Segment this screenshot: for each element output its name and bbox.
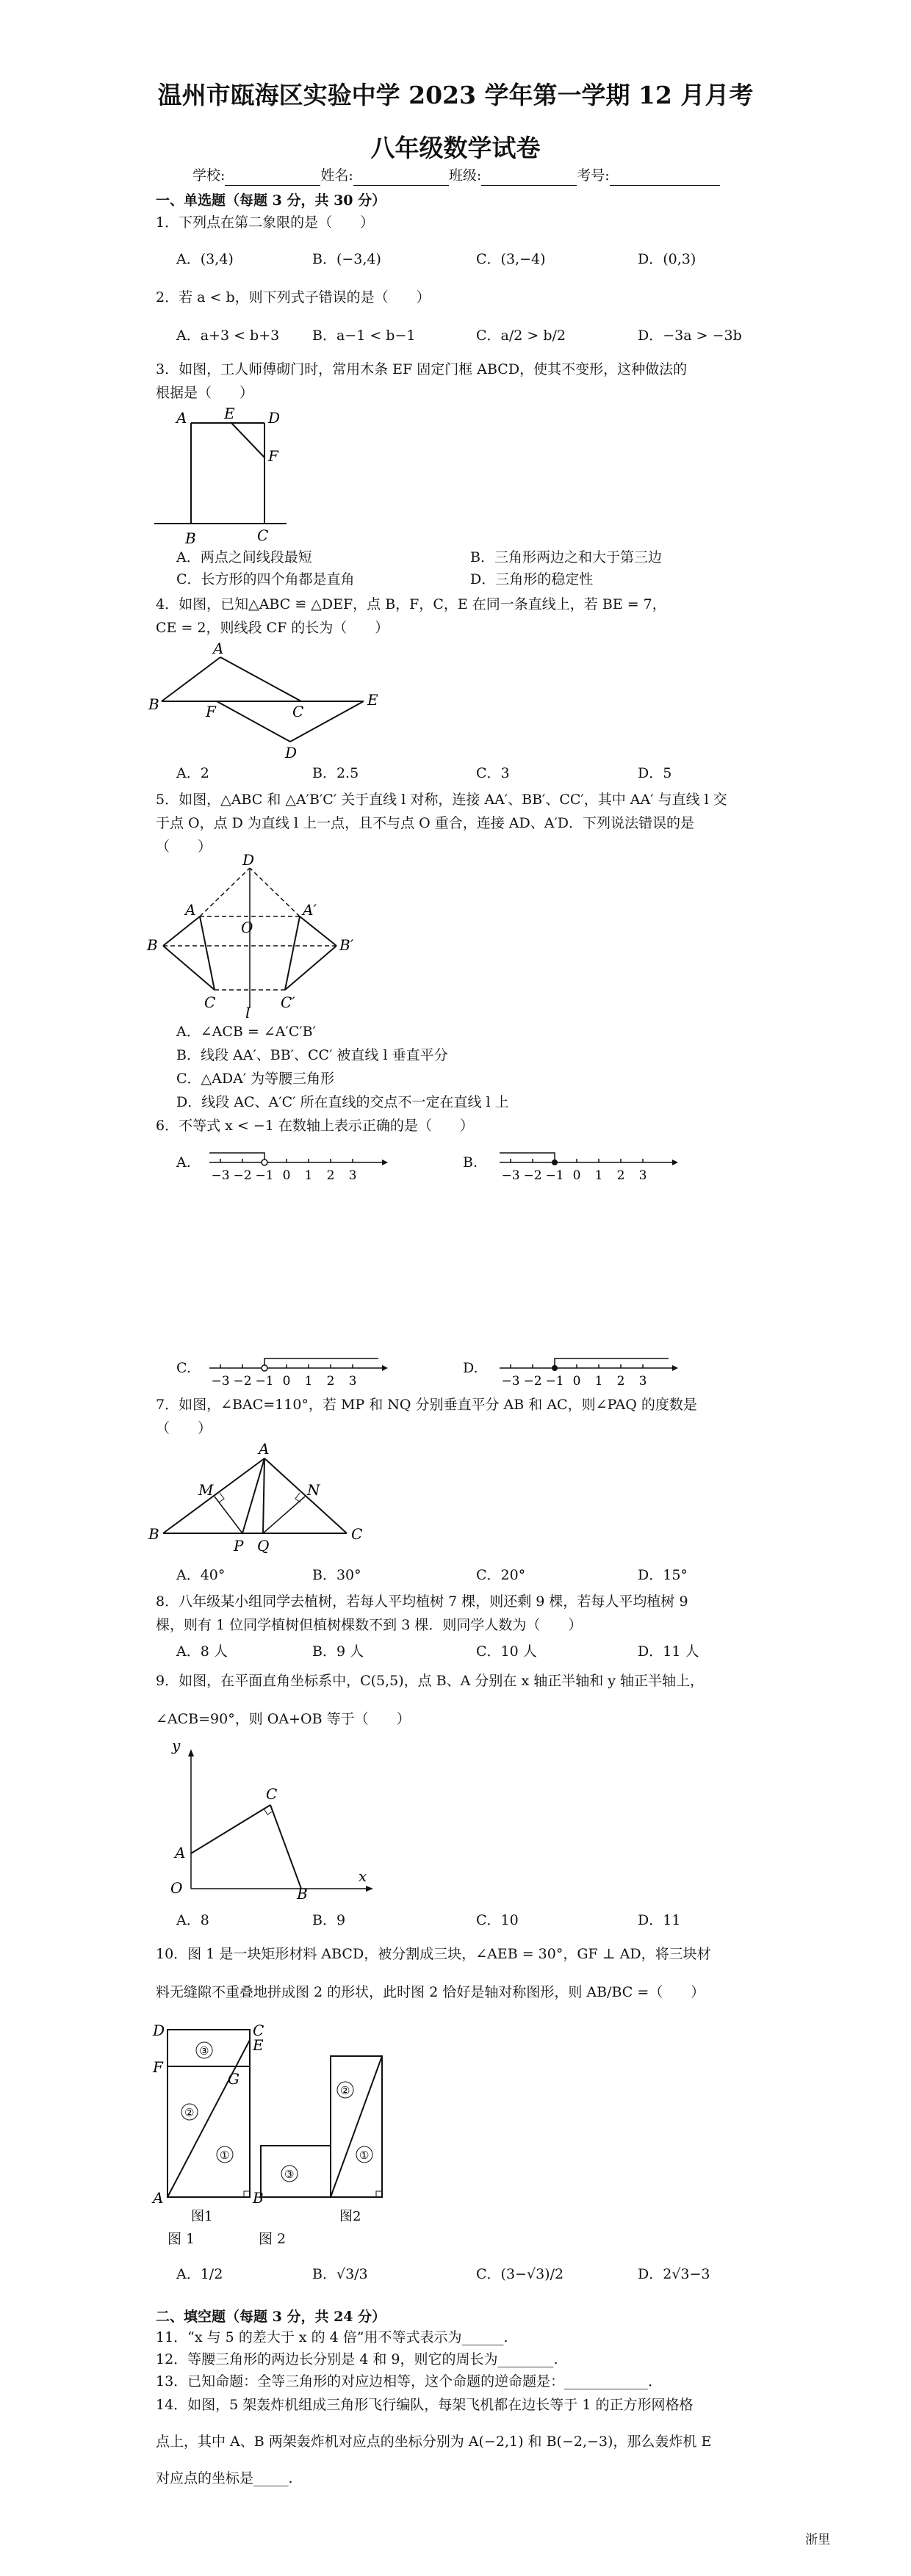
q6c-tick-2: 2: [326, 1374, 335, 1389]
q10-option-b[interactable]: B．√3/3: [312, 2266, 368, 2282]
section1-title: 一、单选题（每题 3 分，共 30 分）: [156, 192, 386, 209]
q6-option-d[interactable]: D.: [463, 1360, 478, 1376]
q5-label-a-prime: A′: [303, 901, 317, 919]
q6-numberline-c[interactable]: [202, 1342, 393, 1394]
q10-label-d: D: [153, 2022, 165, 2039]
q10-label-g: G: [228, 2070, 240, 2088]
q10-label-b: B: [253, 2189, 264, 2207]
q5-label-l: l: [245, 1004, 251, 1021]
q4-option-b[interactable]: B．2.5: [312, 765, 359, 781]
q10-piece3-fig2: ③: [284, 2168, 295, 2181]
q10-option-c[interactable]: C．(3−√3)/2: [476, 2266, 564, 2282]
q9-label-o: O: [170, 1879, 183, 1897]
school-blank[interactable]: [225, 166, 320, 186]
q6a-tick-3: 3: [348, 1168, 357, 1183]
q1-option-b[interactable]: B．(−3,4): [312, 251, 381, 267]
q8-option-a[interactable]: A．8 人: [176, 1643, 228, 1660]
q7-label-p: P: [234, 1537, 244, 1555]
q9-stem-line1: 9．如图，在平面直角坐标系中，C(5,5)，点 B、A 分别在 x 轴正半轴和 y 轴正半轴上，: [156, 1673, 705, 1689]
q14-stem-line2: 点上，其中 A、B 两架轰炸机对应点的坐标分别为 A(−2,1) 和 B(−2,−3)，那么轰炸机 E: [156, 2434, 712, 2450]
q6b-tick-2: 2: [616, 1168, 625, 1183]
q3-label-c: C: [257, 527, 269, 544]
q8-option-b[interactable]: B．9 人: [312, 1643, 364, 1660]
q5-stem-line1: 5．如图，△ABC 和 △A′B′C′ 关于直线 l 对称，连接 AA′、BB′、CC′，其中 AA′ 与直线 l 交: [156, 792, 727, 808]
q8-stem-line1: 8．八年级某小组同学去植树，若每人平均植树 7 棵，则还剩 9 棵，若每人平均植树 9: [156, 1593, 688, 1610]
q7-figure: [147, 1438, 382, 1563]
q4-option-d[interactable]: D．5: [638, 765, 672, 781]
q3-figure: [147, 402, 294, 549]
q10-label-a: A: [153, 2189, 164, 2207]
q10-label-c: C: [253, 2022, 264, 2039]
q7-label-m: M: [198, 1481, 214, 1499]
q6-numberline-a[interactable]: [202, 1137, 393, 1188]
q5-figure: [147, 851, 354, 1021]
q3-stem-line2: 根据是（ ）: [156, 385, 254, 401]
q2-option-b[interactable]: B．a−1 < b−1: [312, 328, 416, 344]
q3-label-a: A: [176, 409, 187, 427]
q10-fig1-caption: 图1: [191, 2209, 213, 2224]
q7-label-b: B: [148, 1525, 159, 1543]
q1-stem: 1．下列点在第二象限的是（ ）: [156, 214, 375, 231]
q5-label-b-prime: B′: [339, 936, 354, 954]
q3-option-a[interactable]: A．两点之间线段最短: [176, 549, 312, 565]
q9-label-c: C: [266, 1785, 278, 1803]
q10-piece3-fig1: ③: [199, 2044, 209, 2058]
q4-label-d: D: [285, 744, 298, 761]
q3-label-d: D: [268, 409, 281, 427]
name-label: 姓名:: [320, 167, 353, 184]
q3-option-b[interactable]: B．三角形两边之和大于第三边: [470, 549, 662, 565]
q6b-tick-0: 0: [572, 1168, 581, 1183]
q14-stem-line1: 14．如图，5 架轰炸机组成三角形飞行编队，每架飞机都在边长等于 1 的正方形网格格: [156, 2397, 694, 2413]
q2-stem: 2．若 a < b，则下列式子错误的是（ ）: [156, 289, 431, 305]
q5-option-d[interactable]: D．线段 AC、A′C′ 所在直线的交点不一定在直线 l 上: [176, 1094, 509, 1110]
q5-label-o: O: [241, 919, 253, 936]
q10-label-e: E: [253, 2036, 264, 2054]
q6b-tick-3: 3: [638, 1168, 647, 1183]
q11-stem: 11．“x 与 5 的差大于 x 的 4 倍”用不等式表示为______.: [156, 2329, 508, 2345]
q5-stem-line2: 于点 O，点 D 为直线 l 上一点，且不与点 O 重合，连接 AD、A′D．下列说法错误的是: [156, 815, 695, 831]
q6a-tick-m3: −3: [211, 1168, 230, 1183]
q9-label-b: B: [297, 1885, 308, 1903]
q6d-tick-2: 2: [616, 1374, 625, 1389]
q7-stem-line1: 7．如图，∠BAC=110°，若 MP 和 NQ 分别垂直平分 AB 和 AC，则∠PAQ 的度数是: [156, 1397, 697, 1413]
name-blank[interactable]: [353, 166, 449, 186]
q7-option-d[interactable]: D．15°: [638, 1567, 688, 1583]
q4-label-f: F: [206, 703, 216, 720]
q7-option-a[interactable]: A．40°: [176, 1567, 226, 1583]
q10-fig1-note: 图 1: [168, 2231, 195, 2247]
q10-stem-line2: 料无缝隙不重叠地拼成图 2 的形状，此时图 2 恰好是轴对称图形，则 AB/BC =（ ）: [156, 1984, 705, 2000]
q4-label-a: A: [213, 640, 224, 657]
q6a-tick-1: 1: [304, 1168, 313, 1183]
class-blank[interactable]: [481, 166, 577, 186]
q2-option-a[interactable]: A．a+3 < b+3: [176, 328, 280, 344]
q6d-tick-m1: −1: [545, 1374, 564, 1389]
q7-label-q: Q: [257, 1537, 270, 1555]
q9-figure: [162, 1734, 382, 1903]
q6c-tick-m3: −3: [211, 1374, 230, 1389]
q6d-tick-0: 0: [572, 1374, 581, 1389]
q9-option-b[interactable]: B．9: [312, 1912, 346, 1928]
q12-stem: 12．等腰三角形的两边长分别是 4 和 9，则它的周长为________.: [156, 2351, 558, 2367]
q6a-tick-0: 0: [282, 1168, 291, 1183]
q5-option-b[interactable]: B．线段 AA′、BB′、CC′ 被直线 l 垂直平分: [176, 1047, 448, 1063]
footer-mark: 浙里: [805, 2533, 830, 2547]
q14-stem-line3: 对应点的坐标是_____.: [156, 2470, 293, 2486]
class-label: 班级:: [448, 167, 482, 184]
q7-label-c: C: [351, 1525, 363, 1543]
q10-option-d[interactable]: D．2√3−3: [638, 2266, 710, 2282]
q4-label-e: E: [367, 691, 378, 709]
q13-stem: 13．已知命题：全等三角形的对应边相等，这个命题的逆命题是：____________．: [156, 2373, 663, 2389]
q6b-tick-m3: −3: [501, 1168, 520, 1183]
exam-no-blank[interactable]: [610, 166, 720, 186]
q6-option-c[interactable]: C.: [176, 1360, 191, 1376]
q9-stem-line2: ∠ACB=90°，则 OA+OB 等于（ ）: [156, 1711, 411, 1727]
q6b-tick-1: 1: [594, 1168, 603, 1183]
school-label: 学校:: [192, 167, 226, 184]
q1-option-d[interactable]: D．(0,3): [638, 251, 696, 267]
q5-label-c-prime: C′: [281, 994, 295, 1011]
q9-option-c[interactable]: C．10: [476, 1912, 519, 1928]
q10-piece2-fig2: ②: [340, 2084, 350, 2097]
q6d-tick-m3: −3: [501, 1374, 520, 1389]
q3-label-f: F: [268, 447, 278, 465]
q6-stem: 6．不等式 x < −1 在数轴上表示正确的是（ ）: [156, 1118, 474, 1134]
q9-label-a: A: [175, 1844, 186, 1862]
q1-option-c[interactable]: C．(3,−4): [476, 251, 546, 267]
q3-option-d[interactable]: D．三角形的稳定性: [470, 571, 594, 587]
q4-label-c: C: [292, 703, 304, 720]
q6-numberline-b[interactable]: [492, 1137, 683, 1188]
q7-stem-line2: （ ）: [156, 1420, 212, 1436]
q10-figure: [147, 2019, 455, 2225]
q6-numberline-d[interactable]: [492, 1342, 683, 1394]
q5-stem-line3: （ ）: [156, 839, 212, 855]
q9-option-a[interactable]: A．8: [176, 1912, 209, 1928]
q3-label-e: E: [224, 405, 235, 422]
q6a-tick-2: 2: [326, 1168, 335, 1183]
q1-option-a[interactable]: A．(3,4): [176, 251, 234, 267]
q4-figure: [147, 639, 389, 764]
exam-subtitle: 八年级数学试卷: [370, 134, 541, 162]
q6a-tick-m2: −2: [233, 1168, 252, 1183]
q5-label-b: B: [147, 936, 158, 954]
q6-option-b[interactable]: B.: [463, 1154, 478, 1171]
q5-label-a: A: [185, 901, 196, 919]
q6b-tick-m2: −2: [523, 1168, 542, 1183]
q7-option-b[interactable]: B．30°: [312, 1567, 361, 1583]
q7-option-c[interactable]: C．20°: [476, 1567, 526, 1583]
q6c-tick-3: 3: [348, 1374, 357, 1389]
q10-piece1-fig1: ①: [220, 2149, 230, 2162]
info-row: [192, 166, 720, 186]
q3-option-c[interactable]: C．长方形的四个角都是直角: [176, 571, 355, 587]
q5-option-a[interactable]: A．∠ACB = ∠A′C′B′: [176, 1024, 316, 1040]
q4-option-c[interactable]: C．3: [476, 765, 510, 781]
q10-stem-line1: 10．图 1 是一块矩形材料 ABCD，被分割成三块，∠AEB = 30°，GF ⊥ AD，将三块材: [156, 1946, 711, 1962]
q10-fig2-note: 图 2: [259, 2231, 287, 2247]
q2-option-c[interactable]: C．a/2 > b/2: [476, 328, 566, 344]
q6c-tick-m2: −2: [233, 1374, 252, 1389]
q6c-tick-1: 1: [304, 1374, 313, 1389]
q4-stem-line2: CE = 2，则线段 CF 的长为（ ）: [156, 620, 389, 636]
q4-option-a[interactable]: A．2: [176, 765, 209, 781]
q6c-tick-m1: −1: [255, 1374, 274, 1389]
q5-label-c: C: [204, 994, 216, 1011]
q6-option-a[interactable]: A.: [176, 1154, 191, 1171]
q6d-tick-1: 1: [594, 1374, 603, 1389]
q9-option-d[interactable]: D．11: [638, 1912, 681, 1928]
q4-label-b: B: [148, 695, 159, 713]
q3-label-b: B: [185, 529, 196, 547]
section2-title: 二、填空题（每题 3 分，共 24 分）: [156, 2309, 386, 2325]
q6d-tick-3: 3: [638, 1374, 647, 1389]
q8-option-c[interactable]: C．10 人: [476, 1643, 537, 1660]
q8-stem-line2: 棵，则有 1 位同学植树但植树棵数不到 3 棵．则同学人数为（ ）: [156, 1617, 583, 1633]
q9-label-x: x: [359, 1867, 367, 1885]
q6a-tick-m1: −1: [255, 1168, 274, 1183]
q7-label-a: A: [259, 1440, 270, 1458]
q8-option-d[interactable]: D．11 人: [638, 1643, 699, 1660]
q10-fig2-caption: 图2: [339, 2209, 361, 2224]
q7-label-n: N: [307, 1481, 320, 1499]
q5-option-c[interactable]: C．△ADA′ 为等腰三角形: [176, 1071, 335, 1087]
q10-label-f: F: [153, 2058, 163, 2076]
q2-option-d[interactable]: D．−3a > −3b: [638, 328, 742, 344]
q9-label-y: y: [172, 1737, 181, 1754]
exam-title: 温州市瓯海区实验中学 2023 学年第一学期 12 月月考: [157, 81, 754, 109]
q6d-tick-m2: −2: [523, 1374, 542, 1389]
q6c-tick-0: 0: [282, 1374, 291, 1389]
q3-stem-line1: 3．如图，工人师傅砌门时，常用木条 EF 固定门框 ABCD，使其不变形，这种做法的: [156, 361, 688, 377]
q5-label-d: D: [242, 851, 255, 869]
q10-piece1-fig2: ①: [359, 2149, 370, 2162]
q4-stem-line1: 4．如图，已知△ABC ≌ △DEF，点 B，F，C，E 在同一条直线上，若 BE = 7，: [156, 596, 666, 612]
q10-option-a[interactable]: A．1/2: [176, 2266, 223, 2282]
q6b-tick-m1: −1: [545, 1168, 564, 1183]
q10-piece2-fig1: ②: [184, 2106, 195, 2119]
exam-no-label: 考号:: [577, 167, 610, 184]
